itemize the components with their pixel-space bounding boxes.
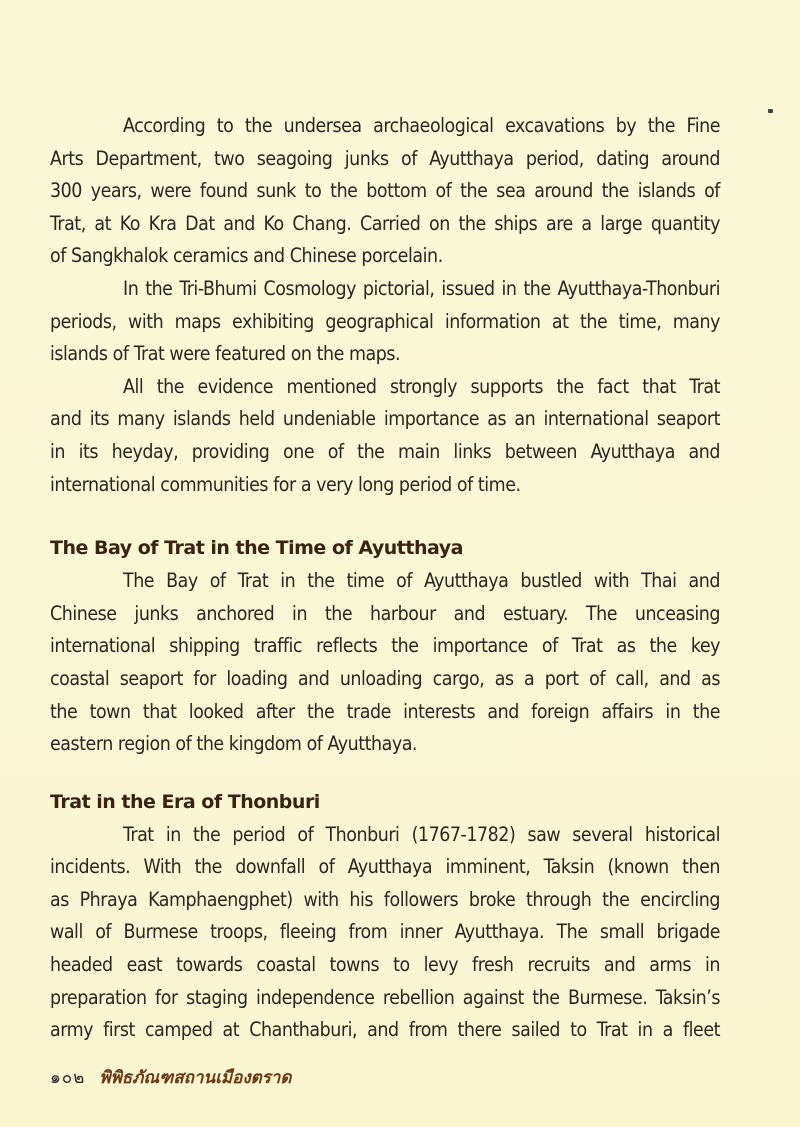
text-line: The Bay of Trat in the time of Ayutthaya bustled with Thai and: [123, 569, 720, 593]
section-heading: Trat in the Era of Thonburi: [50, 790, 320, 813]
text-line: Arts Department, two seagoing junks of Ayutthaya period, dating around: [50, 146, 720, 170]
text-line: the town that looked after the trade interests and foreign affairs in the: [50, 699, 720, 723]
text-line: periods, with maps exhibiting geographical information at the time, many: [50, 309, 720, 333]
text-line: coastal seaport for loading and unloading cargo, as a port of call, and as: [50, 666, 720, 690]
section-heading: The Bay of Trat in the Time of Ayutthaya: [50, 537, 463, 560]
text-line: army first camped at Chanthaburi, and from there sailed to Trat in a fleet: [50, 1018, 720, 1042]
section-spacer: [50, 501, 720, 531]
page-number: ๑๐๒: [50, 1067, 86, 1088]
text-line: Trat, at Ko Kra Dat and Ko Chang. Carried on the ships are a large quantity: [50, 211, 720, 235]
text-line: Trat in the period of Thonburi (1767-1782) saw several historical: [123, 822, 720, 846]
text-line: In the Tri-Bhumi Cosmology pictorial, issued in the Ayutthaya-Thonburi: [123, 276, 720, 300]
ink-speck: [768, 109, 773, 113]
book-title: พิพิธภัณฑสถานเมืองตราด: [99, 1067, 292, 1088]
text-line: as Phraya Kamphaengphet) with his followers broke through the encircling: [50, 887, 720, 911]
text-line: headed east towards coastal towns to levy fresh recruits and arms in: [50, 953, 720, 977]
section-thonburi: [50, 785, 720, 1047]
paragraph-3: [50, 371, 720, 501]
text-line: and its many islands held undeniable importance as an international seaport: [50, 407, 720, 431]
paragraph-2: [50, 273, 720, 371]
text-line: preparation for staging independence rebellion against the Burmese. Taksin’s: [50, 985, 720, 1009]
text-line: eastern region of the kingdom of Ayutthaya.: [50, 732, 418, 756]
text-line: All the evidence mentioned strongly supports the fact that Trat: [123, 374, 720, 398]
text-line: islands of Trat were featured on the maps.: [50, 342, 401, 366]
text-line: in its heyday, providing one of the main links between Ayutthaya and: [50, 439, 720, 463]
text-line: Chinese junks anchored in the harbour and estuary. The unceasing: [50, 601, 720, 625]
text-line: of Sangkhalok ceramics and Chinese porcelain.: [50, 244, 443, 268]
text-line: 300 years, were found sunk to the bottom of the sea around the islands of: [50, 179, 720, 203]
section-bay-of-trat: [50, 531, 720, 761]
text-line: wall of Burmese troops, fleeing from inner Ayutthaya. The small brigade: [50, 920, 720, 944]
text-line: According to the undersea archaeological excavations by the Fine: [123, 114, 720, 137]
paragraph-1: [50, 110, 720, 273]
page-footer: [50, 1064, 291, 1090]
text-line: incidents. With the downfall of Ayutthaya imminent, Taksin (known then: [50, 855, 720, 879]
text-line: international shipping traffic reflects the importance of Trat as the key: [50, 634, 720, 658]
section-spacer: [50, 761, 720, 785]
text-line: international communities for a very long period of time.: [50, 472, 521, 496]
document-body: [50, 110, 720, 1047]
